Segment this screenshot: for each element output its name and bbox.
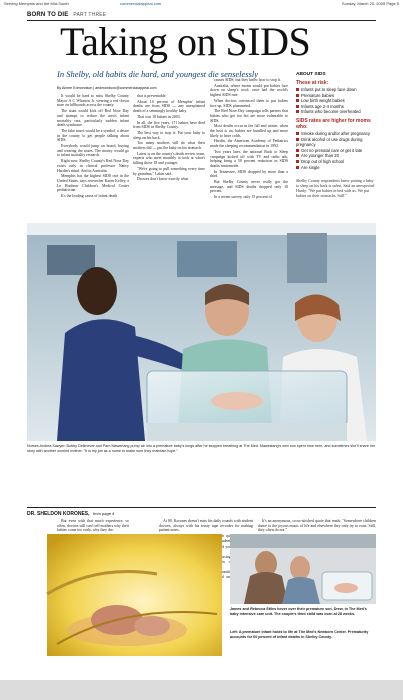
- risk-item: Infants age 2-4 months: [296, 104, 376, 110]
- paragraph: Two years later, the national Back to Sleep campaign kicked off with TV and radio ads, helping bring a 50 percent reduction in SIDS deaths nationwide.: [210, 149, 288, 168]
- mom-risk-item: Drink alcohol or use drugs during pregnancy: [296, 136, 363, 148]
- bullet-icon: [296, 166, 299, 169]
- risk-item: Infants who become overheated: [296, 109, 376, 115]
- main-photo: [27, 223, 376, 441]
- main-photo-caption: Nurses Andrea Sawyer, Bobby Dellmever and Pam Mawerlang pump air into a premature baby's lungs after he stopped breathing at The Med. Maweslang's own son spent time here, and sometimes she'll share her story with another worried mother: "It is my job as a nurse to make sure they maintain hope.": [27, 444, 376, 453]
- mom-risk-item: Get no prenatal care or get it late: [296, 148, 376, 154]
- paragraph: Everybody would jump on board, buying and wearing the noses. The money would go to infant mortality research.: [57, 144, 129, 158]
- story2-title: DR. SHELDON KORONES,: [27, 511, 90, 517]
- mom-risk-item: Are single: [296, 165, 376, 171]
- paragraph: Too many mothers still do what their mothers did — put the baby on his stomach.: [133, 141, 205, 151]
- paragraph: The best way to stop it: Put your baby to sleep on his back.: [133, 130, 205, 140]
- story2-jump-head: [27, 511, 114, 517]
- paragraph: But even with that much experience, so often, doctors still can't tell mothers why their babies come too early, why they die.: [57, 519, 129, 533]
- incubator-photo: [47, 534, 222, 656]
- paragraph: The stunt would kick off Red Nose Day and attempt to reduce the area's infant mortality rate, particularly sudden infant death syndrome.: [57, 109, 129, 128]
- bullet-icon: [296, 88, 299, 91]
- byline: By Aimee Edmondson | aedmondson@commercialappeal.com: [57, 86, 157, 90]
- premature-infant-image: [47, 534, 222, 656]
- paragraph: It would be hard to miss Shelby County Mayor A C Wharton Jr. wearing a red clown nose on billboards across the county.: [57, 94, 129, 108]
- story-divider: [27, 507, 376, 508]
- bullet-icon: [296, 110, 299, 113]
- story2-jump-from: from page 4: [92, 511, 115, 516]
- paragraph: In Tennessee, SIDS dropped by more than a third.: [210, 169, 288, 179]
- fact-box-footnote: Shelby County respondents knew putting a baby to sleep on his back is safest. Said an unexpected Hardy: "We put babies in bed with us. We put babies on their stomachs. Still.": [296, 178, 375, 199]
- bullet-icon: [296, 99, 299, 102]
- paragraph: In a recent survey, only 15 percent of: [214, 195, 272, 200]
- paragraph: Hardin, the American Academy of Pediatrics made the sleeping recommendation in 1992.: [210, 139, 288, 149]
- mom-risk-item: Smoke during and/or after pregnancy: [296, 131, 376, 137]
- paragraph: But Shelby County never really got the message, and SIDS deaths dropped only 10 percent.: [210, 180, 288, 194]
- mom-risk-item: Drop out of high school: [296, 159, 376, 165]
- paragraph: Memphis has the highest SIDS rate in the United States, says researcher Karen Kelley, a Le Bonheur Children's Medical Center pediatrician.: [57, 174, 129, 193]
- bullet-icon: [296, 132, 299, 135]
- bullet-icon: [296, 154, 299, 157]
- parents-photo: [230, 534, 376, 604]
- infant-photo-caption: [230, 630, 376, 639]
- body-column-3: [210, 78, 288, 216]
- paragraph: that is preventable.: [137, 94, 167, 98]
- mom-risk-item: Are younger than 20: [296, 153, 376, 159]
- paragraph: Australia, where moms would put babies face down on sheep's wool, once had the world's highest SIDS rate.: [210, 83, 288, 98]
- headline: Taking on SIDS: [60, 19, 311, 64]
- bullet-icon: [296, 138, 299, 141]
- paper-tagline: Serving Memphis and the Mid-South: [4, 1, 69, 6]
- risk-heading: These at risk:: [296, 80, 329, 86]
- fact-box-heading: ABOUT SIDS: [296, 72, 326, 77]
- paragraph: The fake noses would be a symbol, a desire in the county to get people talking about SIDS.: [57, 128, 129, 143]
- caption-a: James and Rebecca Stiles hover over their premature son, Drew, in The Med's baby intensive care unit. The couple's third child was born at 28 weeks.: [230, 607, 367, 616]
- paragraph: About 10 percent of Memphis' infant deaths are from SIDS — any unexplained death of a seemingly healthy baby.: [133, 99, 205, 114]
- website-link[interactable]: commercialappeal.com: [120, 1, 162, 6]
- series-name: BORN TO DIE: [27, 12, 69, 18]
- paragraph: Latest is on the county's death review team, experts who meet monthly to look at what's killing those 18 and younger.: [133, 151, 205, 166]
- body-column-1: [57, 94, 129, 216]
- bullet-icon: [296, 94, 299, 97]
- risk-item: Premature babies: [296, 93, 376, 99]
- nicu-nurses-image: [27, 223, 376, 441]
- paragraph: Right now, Shelby County's Red Nose Day exists only in clinical professor Nancy Hardin's mind. And in Australia.: [57, 159, 129, 173]
- paragraph: causes SIDS, but they know how to stop it.: [214, 78, 282, 82]
- moms-heading: SIDS rates are higher for moms who:: [296, 117, 371, 130]
- bullet-icon: [296, 160, 299, 163]
- paragraph: focusing his: [217, 554, 231, 564]
- risk-item: Low birth weight babies: [296, 98, 376, 104]
- body-column-2: [133, 94, 205, 216]
- date-page: Sunday, March 20, 2005 Page 5: [341, 1, 399, 6]
- section-label: [27, 12, 106, 18]
- paragraph: In all, the five years, 171 babies have died from SIDS in Shelby County.: [133, 120, 205, 130]
- paragraph: It's the leading cause of infant death: [61, 194, 118, 199]
- paragraph: students: [219, 538, 232, 543]
- caption-b: Left: A premature infant holds to life at The Med's Newborn Center. Prematurity accounts for 60 percent of infant deaths in Shelby County.: [230, 630, 369, 639]
- paragraph: Most deaths occur in the fall and winter, when the heat is on, babies are bundled up and more likely to have colds.: [210, 124, 288, 138]
- paragraph: The Red Nose Day campaign tells parents that babies who get too hot are more vulnerable to SIDS.: [210, 109, 288, 123]
- paragraph: "We're going to pull something every time by grandma," Lakin said.: [133, 166, 205, 176]
- parents-with-baby-image: [230, 534, 376, 604]
- paragraph: beautiful and: [219, 570, 234, 579]
- bottom-band: [0, 680, 403, 700]
- risk-item: Infants put to sleep face down: [296, 87, 376, 93]
- sids-fact-box: [296, 72, 376, 198]
- bullet-icon: [296, 149, 299, 152]
- paragraph: It's an anonymous, cross-stitched quote that reads: "Somewhere children dance to the joyous music of life and elsewhere they only try to exist. Still, they often do not.": [258, 519, 376, 533]
- paragraph: Doctors don't know exactly what: [137, 177, 189, 182]
- paragraph: When doctors convinced them to put babies face up, SIDS plummeted.: [210, 98, 288, 108]
- subheadline: In Shelby, old habits die hard, and youngest die senselessly: [57, 69, 259, 79]
- top-strip: [0, 0, 403, 7]
- series-part: PART THREE: [73, 12, 107, 18]
- paragraph: That was 18 babies in 2003.: [137, 114, 181, 119]
- bullet-icon: [296, 105, 299, 108]
- paragraph: At 80, Korones doesn't miss his daily rounds with student doctors, always with his trusty tape recorder for making patient notes.: [159, 519, 253, 533]
- parents-photo-caption: [230, 607, 376, 616]
